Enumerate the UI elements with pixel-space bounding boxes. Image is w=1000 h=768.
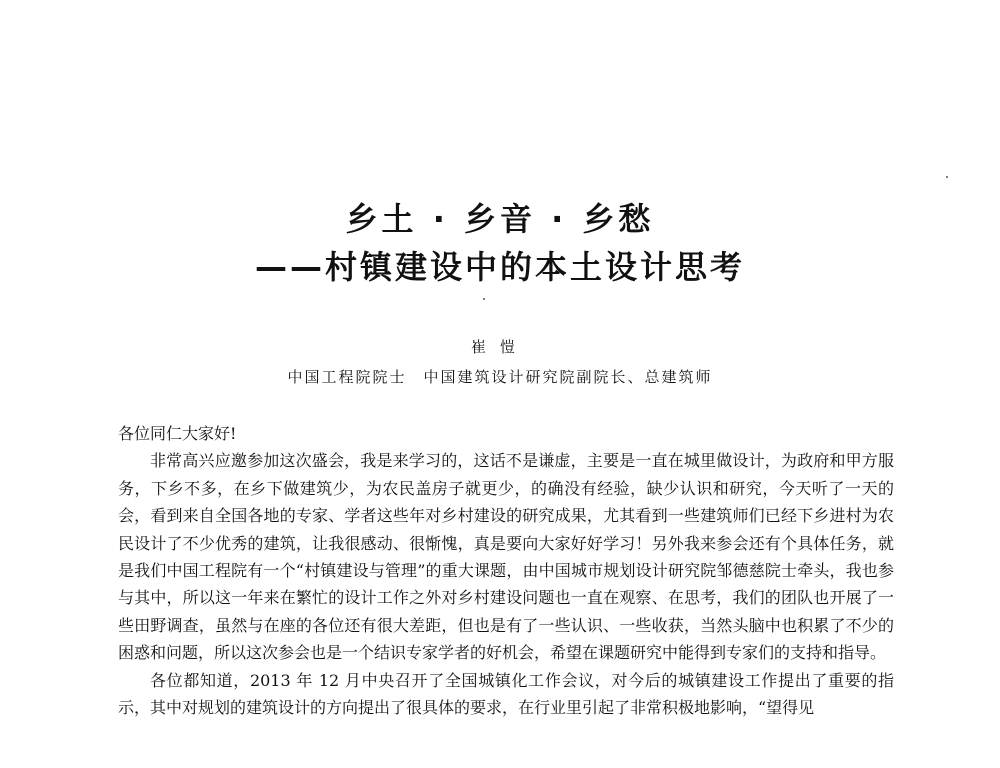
author-name: 崔愷: [470, 338, 529, 356]
title-subtitle: ——村镇建设中的本土设计思考: [254, 248, 745, 286]
paragraph-2: 各位都知道，2013 年 12 月中央召开了全国城镇化工作会议，对今后的城镇建设工作提出了重要的指示，其中对规划的建筑设计的方向提出了很具体的要求，在行业里引起了非常积极地影响，“望得见: [118, 670, 894, 718]
scan-speck: [483, 298, 485, 300]
author-affiliation: 中国工程院院士 中国建筑设计研究院副院长、总建筑师: [287, 368, 713, 386]
article-body: [118, 420, 894, 721]
greeting: 各位同仁大家好!: [118, 424, 237, 443]
article-title: [0, 196, 1000, 290]
title-main: 乡土 · 乡音 · 乡愁: [345, 200, 655, 238]
scan-speck: [946, 176, 948, 178]
paragraph-1: 非常高兴应邀参加这次盛会，我是来学习的，这话不是谦虚，主要是一直在城里做设计，为政府和甲方服务，下乡不多，在乡下做建筑少，为农民盖房子就更少，的确没有经验，缺少认识和研究，今天听了一天的会，看到来自全国各地的专家、学者这些年对乡村建设的研究成果，尤其看到一些建筑师们已经下乡进村为农民设计了不少优秀的建筑，让我很感动、很惭愧，真是要向大家好好学习！另外我来参会还有个具体任务，就是我们中国工程院有一个“村镇建设与管理”的重大课题，由中国城市规划设计研究院邹德慈院士牵头，我也参与其中，所以这一年来在繁忙的设计工作之外对乡村建设问题也一直在观察、在思考，我们的团队也开展了一些田野调查，虽然与在座的各位还有很大差距，但也是有了一些认识、一些收获，当然头脑中也积累了不少的困惑和问题，所以这次参会也是一个结识专家学者的好机会，希望在课题研究中能得到专家们的支持和指导。: [118, 451, 894, 663]
